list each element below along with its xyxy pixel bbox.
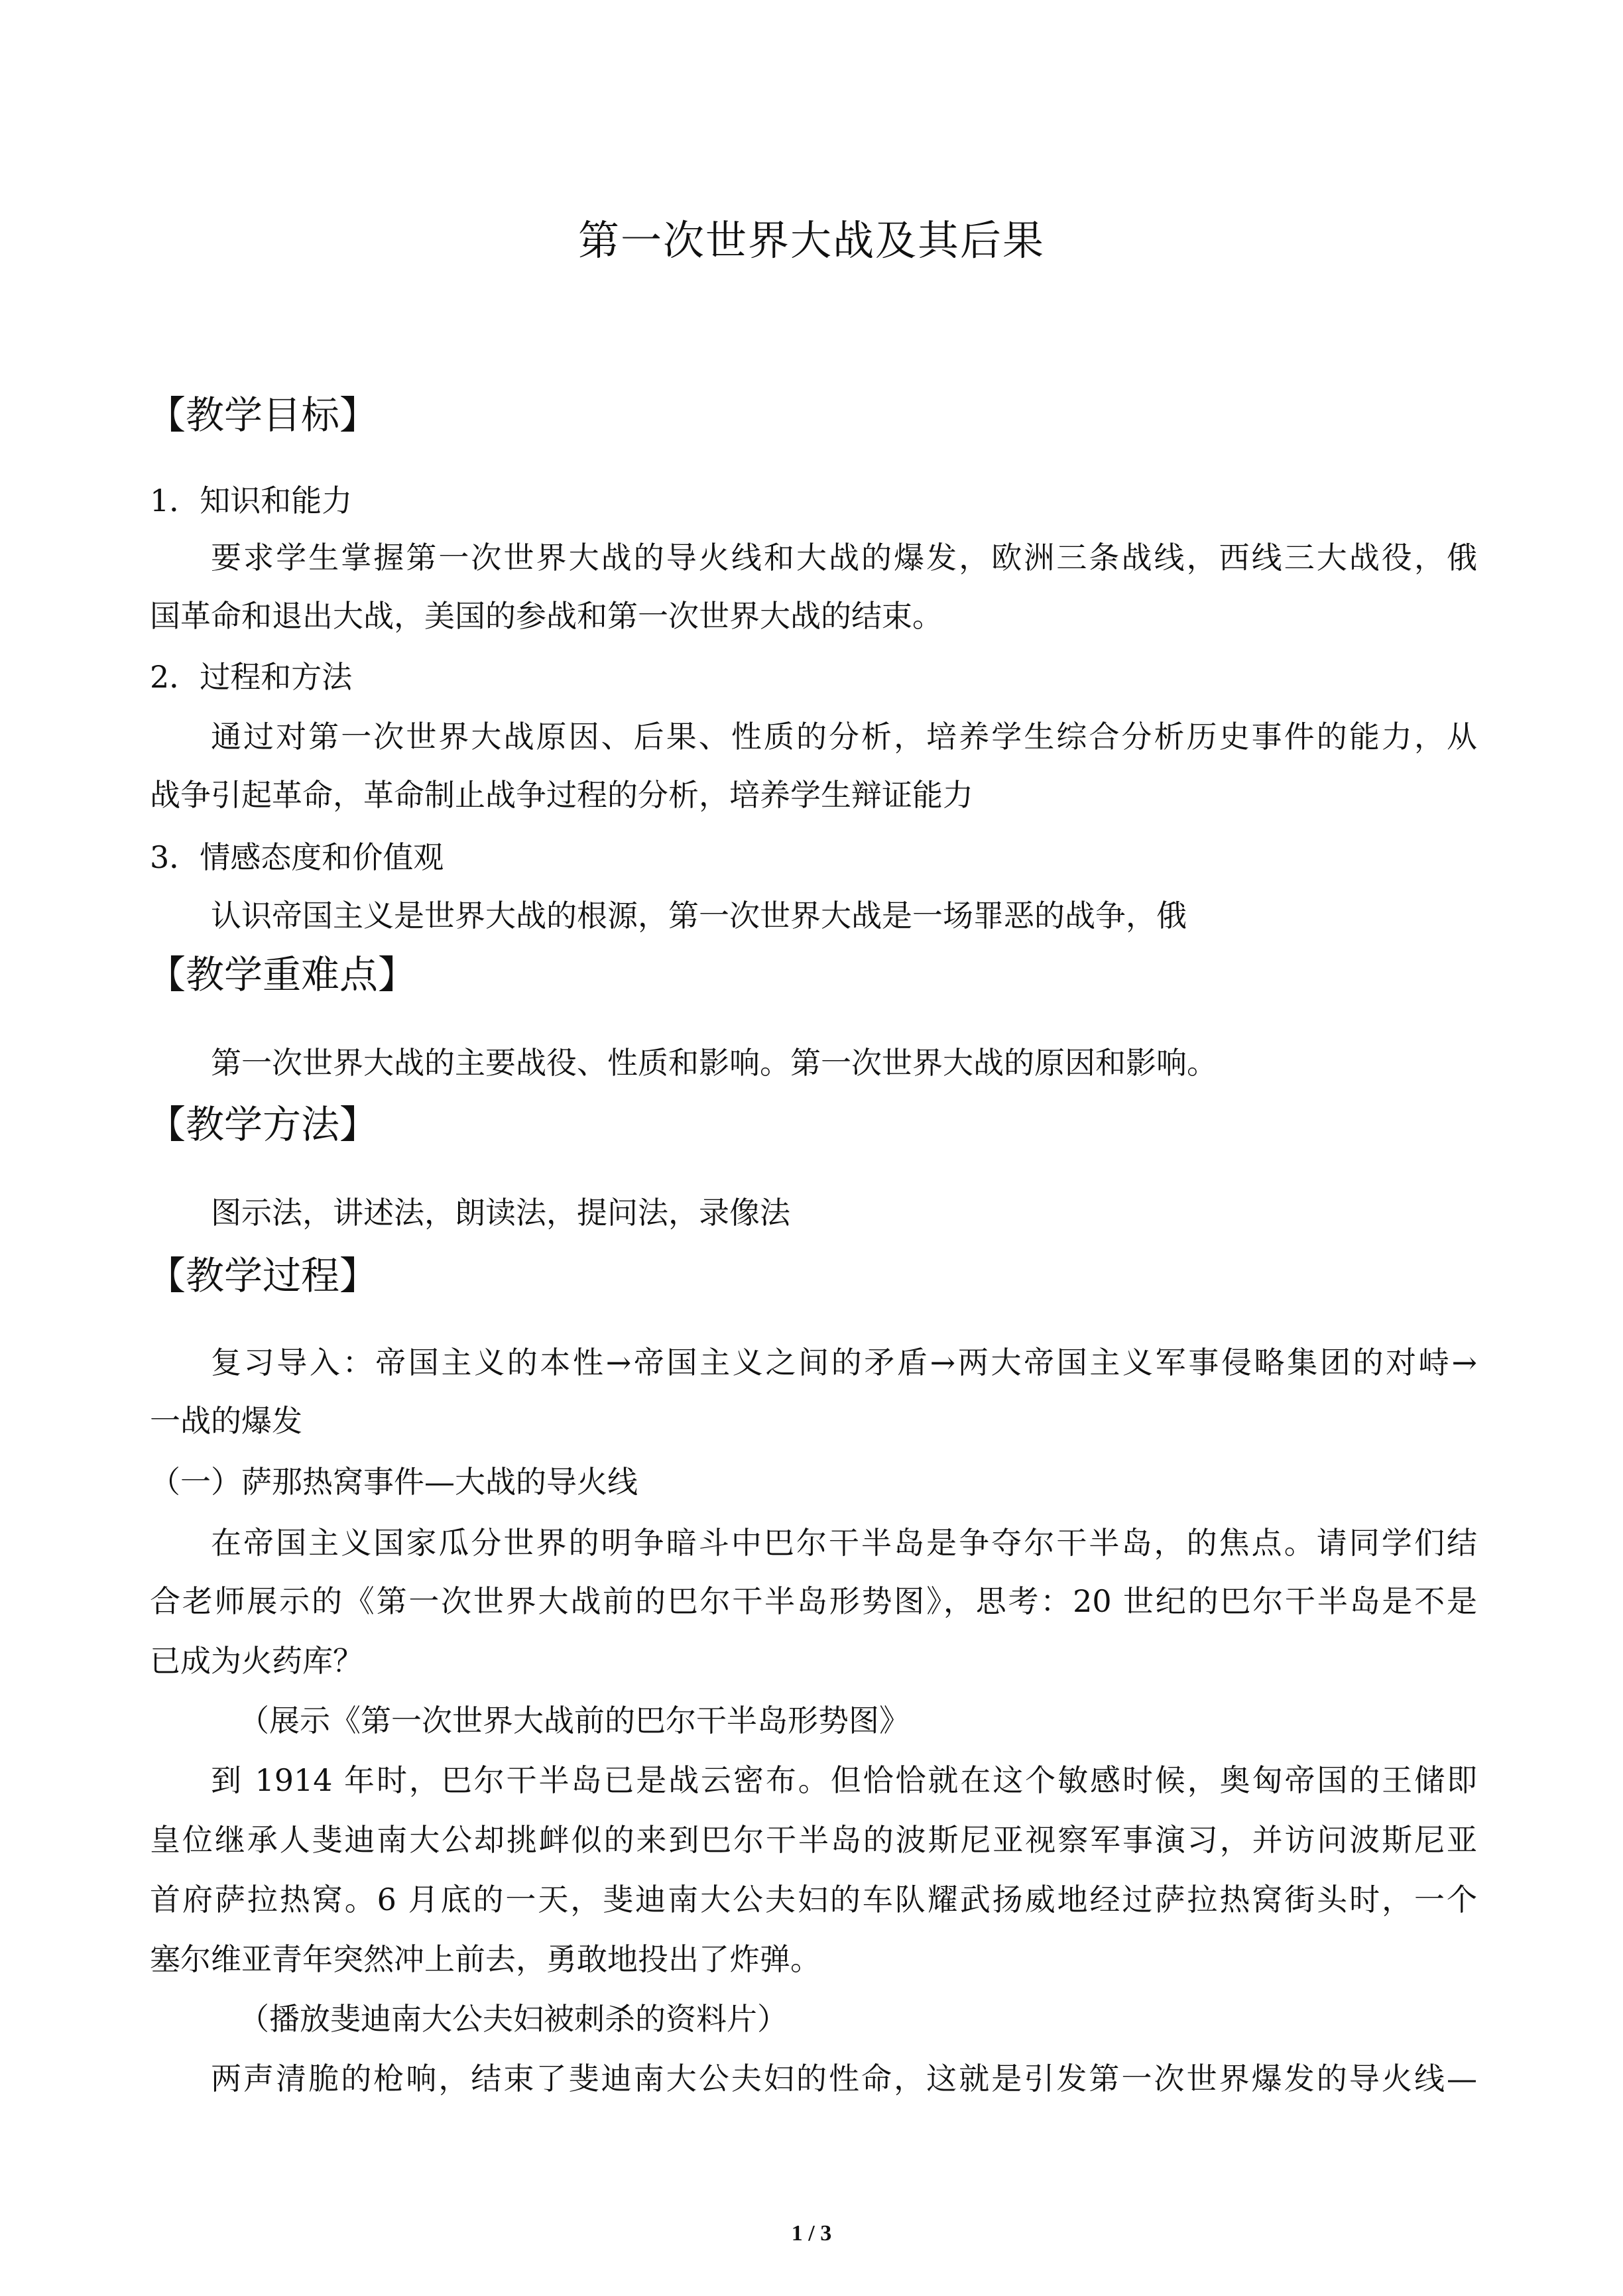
objective-2-label: 2．过程和方法 — [150, 659, 353, 695]
objective-3-text: 认识帝国主义是世界大战的根源，第一次世界大战是一场罪恶的战争，俄 — [211, 898, 1187, 934]
key-points-heading: 【教学重难点】 — [147, 952, 417, 997]
objective-1-label: 1．知识和能力 — [150, 483, 353, 518]
paragraph-1: 已成为火药库？ — [150, 1643, 363, 1679]
key-points-text: 第一次世界大战的主要战役、性质和影响。第一次世界大战的原因和影响。 — [211, 1045, 1217, 1081]
show-map-note: （展示《第一次世界大战前的巴尔干半岛形势图》 — [239, 1703, 910, 1738]
process-heading: 【教学过程】 — [147, 1253, 379, 1298]
paragraph-3: 两声清脆的枪响，结束了斐迪南大公夫妇的性命，这就是引发第一次世界爆发的导火线— — [211, 2061, 1477, 2096]
review-text: 一战的爆发 — [150, 1403, 302, 1439]
methods-heading: 【教学方法】 — [147, 1102, 379, 1147]
document-title: 第一次世界大战及其后果 — [577, 216, 1045, 265]
paragraph-2: 塞尔维亚青年突然冲上前去，勇敢地投出了炸弹。 — [150, 1941, 821, 1977]
objective-1-text: 国革命和退出大战，美国的参战和第一次世界大战的结束。 — [150, 598, 943, 634]
play-film-note: （播放斐迪南大公夫妇被刺杀的资料片） — [239, 2001, 788, 2037]
objective-1-text: 要求学生掌握第一次世界大战的导火线和大战的爆发，欧洲三条战线，西线三大战役，俄 — [211, 540, 1477, 575]
page-number: 1 / 3 — [791, 2221, 832, 2246]
objective-2-text: 战争引起革命，革命制止战争过程的分析，培养学生辩证能力 — [150, 777, 973, 813]
part-1-label: （一）萨那热窝事件—大战的导火线 — [150, 1464, 638, 1500]
paragraph-2: 首府萨拉热窝。6 月底的一天，斐迪南大公夫妇的车队耀武扬威地经过萨拉热窝街头时，一个 — [150, 1882, 1477, 1917]
review-text: 复习导入：帝国主义的本性→帝国主义之间的矛盾→两大帝国主义军事侵略集团的对峙→ — [211, 1345, 1477, 1380]
objective-2-text: 通过对第一次世界大战原因、后果、性质的分析，培养学生综合分析历史事件的能力，从 — [211, 719, 1477, 755]
methods-text: 图示法，讲述法，朗读法，提问法，录像法 — [211, 1195, 790, 1231]
objectives-heading: 【教学目标】 — [147, 393, 379, 438]
objective-3-label: 3．情感态度和价值观 — [150, 839, 444, 875]
paragraph-1: 在帝国主义国家瓜分世界的明争暗斗中巴尔干半岛是争夺尔干半岛，的焦点。请同学们结 — [211, 1525, 1477, 1561]
paragraph-2: 皇位继承人斐迪南大公却挑衅似的来到巴尔干半岛的波斯尼亚视察军事演习，并访问波斯尼亚 — [150, 1822, 1477, 1858]
paragraph-2: 到 1914 年时，巴尔干半岛已是战云密布。但恰恰就在这个敏感时候，奥匈帝国的王储即 — [211, 1762, 1477, 1798]
paragraph-1: 合老师展示的《第一次世界大战前的巴尔干半岛形势图》，思考：20 世纪的巴尔干半岛是不是 — [150, 1583, 1477, 1619]
